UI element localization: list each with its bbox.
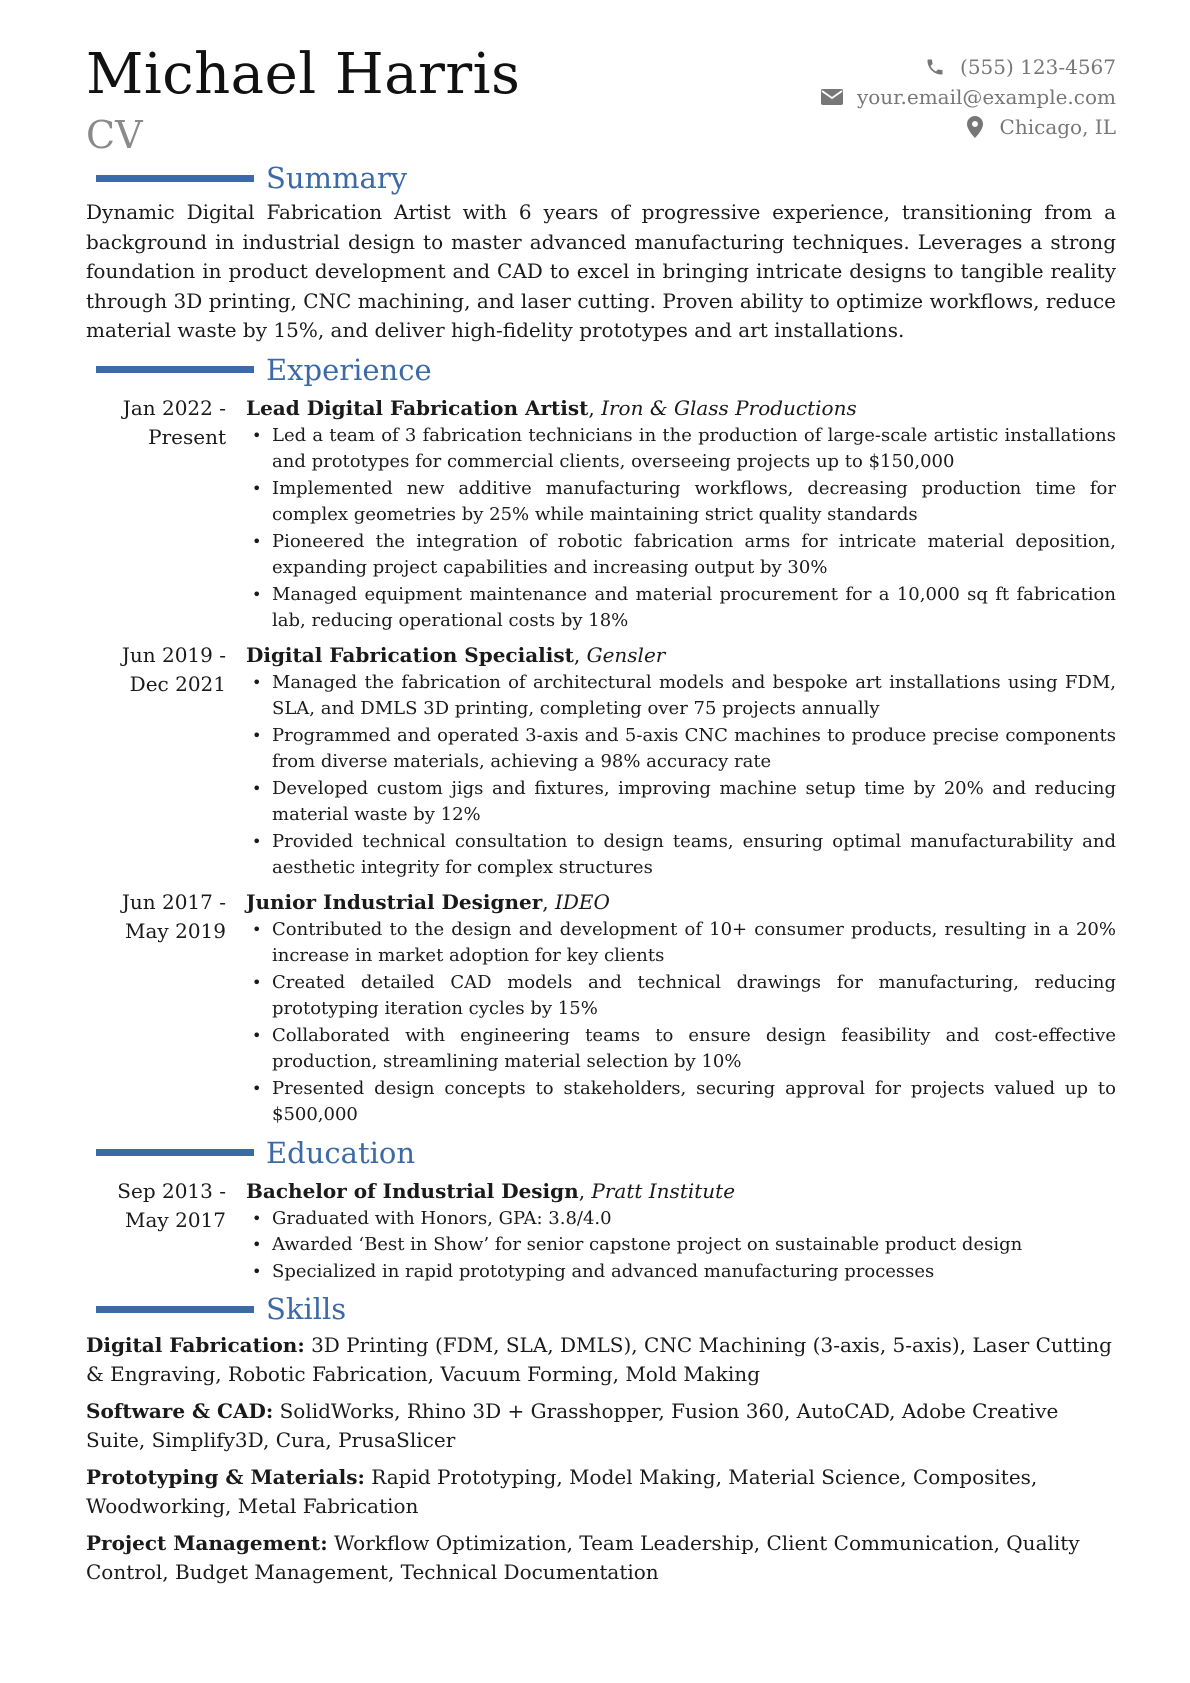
entry-date: Sep 2013 - May 2017 bbox=[117, 1178, 226, 1232]
education-entry bbox=[86, 1177, 1116, 1286]
list-item: • Implemented new additive manufacturing workflows, decreasing production time for complex geometries by 25% while maintaining strict quality standards bbox=[246, 476, 1116, 529]
skills-heading bbox=[86, 1291, 1116, 1327]
cv-page bbox=[86, 40, 1116, 1595]
list-item: • Managed the fabrication of architectural models and bespoke art installations using FDM, SLA, and DMLS 3D printing, completing over 75 projects annually bbox=[246, 670, 1116, 723]
entry-role: Junior Industrial Designer bbox=[246, 889, 543, 914]
entry-organization: Iron & Glass Productions bbox=[601, 395, 857, 420]
person-name: Michael Harris bbox=[86, 42, 521, 107]
entry-date: Jun 2017 - May 2019 bbox=[121, 889, 226, 943]
entry-bullets bbox=[246, 670, 1116, 882]
skill-group bbox=[86, 1331, 1116, 1389]
skill-value: 3D Printing (FDM, SLA, DMLS), CNC Machining (3-axis, 5-axis), Laser Cutting & Engraving, Robotic Fabrication, Vacuum Forming, Mold Making bbox=[86, 1333, 1112, 1386]
education-heading bbox=[86, 1135, 1116, 1171]
summary-text: Dynamic Digital Fabrication Artist with 6 years of progressive experience, transitioning from a background in industrial design to master advanced manufacturing techniques. Leverages a strong foundation in product development and CAD to excel in bringing intricate designs to tangible reality through 3D printing, CNC machining, and laser cutting. Proven ability to optimize workflows, reduce material waste by 15%, and deliver high-fidelity prototypes and art installations. bbox=[86, 200, 1116, 342]
skill-label: Digital Fabrication: bbox=[86, 1333, 305, 1357]
section-title: Skills bbox=[266, 1292, 347, 1326]
entry-organization: IDEO bbox=[555, 889, 610, 914]
skill-value: SolidWorks, Rhino 3D + Grasshopper, Fusion 360, AutoCAD, Adobe Creative Suite, Simplify3D, Cura, PrusaSlicer bbox=[86, 1399, 1059, 1452]
section-accent-bar bbox=[96, 1306, 254, 1313]
entry-role: Digital Fabrication Specialist bbox=[246, 642, 574, 667]
entry-date: Jan 2022 - Present bbox=[122, 395, 226, 449]
list-item: • Developed custom jigs and fixtures, improving machine setup time by 20% and reducing material waste by 12% bbox=[246, 776, 1116, 829]
document-subtitle: CV bbox=[86, 113, 143, 157]
experience-heading bbox=[86, 352, 1116, 388]
list-item: • Managed equipment maintenance and material procurement for a 10,000 sq ft fabrication lab, reducing operational costs by 18% bbox=[246, 582, 1116, 635]
entry-bullets bbox=[246, 917, 1116, 1129]
contact-location bbox=[819, 112, 1116, 142]
experience-entry bbox=[86, 888, 1116, 1129]
skill-group bbox=[86, 1529, 1116, 1587]
phone-icon bbox=[922, 55, 948, 79]
experience-entry bbox=[86, 394, 1116, 635]
list-item: • Awarded ‘Best in Show’ for senior capstone project on sustainable product design bbox=[246, 1232, 1116, 1259]
list-item: • Presented design concepts to stakeholders, securing approval for projects valued up to $500,000 bbox=[246, 1076, 1116, 1129]
cv-header bbox=[86, 40, 1116, 160]
entry-bullets bbox=[246, 1206, 1116, 1286]
list-item: • Led a team of 3 fabrication technicians in the production of large-scale artistic installations and prototypes for commercial clients, overseeing projects up to $150,000 bbox=[246, 423, 1116, 476]
section-title: Experience bbox=[266, 352, 432, 387]
list-item: • Graduated with Honors, GPA: 3.8/4.0 bbox=[246, 1206, 1116, 1233]
contact-phone bbox=[819, 52, 1116, 82]
entry-bullets bbox=[246, 423, 1116, 635]
skill-label: Project Management: bbox=[86, 1531, 328, 1555]
envelope-icon bbox=[819, 85, 845, 109]
skill-label: Software & CAD: bbox=[86, 1399, 274, 1423]
map-pin-icon bbox=[962, 115, 988, 139]
email-address[interactable]: your.email@example.com bbox=[856, 85, 1116, 109]
summary-heading bbox=[86, 160, 1116, 196]
contact-info bbox=[819, 52, 1116, 142]
skill-group bbox=[86, 1463, 1116, 1521]
entry-organization: Gensler bbox=[586, 642, 666, 667]
location-text: Chicago, IL bbox=[999, 115, 1116, 139]
entry-role: Lead Digital Fabrication Artist bbox=[246, 395, 589, 420]
list-item: • Specialized in rapid prototyping and advanced manufacturing processes bbox=[246, 1259, 1116, 1286]
list-item: • Created detailed CAD models and technical drawings for manufacturing, reducing prototyping iteration cycles by 15% bbox=[246, 970, 1116, 1023]
skill-value: Rapid Prototyping, Model Making, Material Science, Composites, Woodworking, Metal Fabrication bbox=[86, 1465, 1038, 1518]
section-title: Summary bbox=[266, 161, 408, 195]
section-accent-bar bbox=[96, 175, 254, 182]
experience-entry bbox=[86, 641, 1116, 882]
section-accent-bar bbox=[96, 366, 254, 373]
entry-title: Lead Digital Fabrication Artist, Iron & Glass Productions bbox=[246, 395, 857, 420]
entry-title: Junior Industrial Designer, IDEO bbox=[246, 889, 610, 914]
skill-label: Prototyping & Materials: bbox=[86, 1465, 365, 1489]
section-accent-bar bbox=[96, 1149, 254, 1156]
list-item: • Pioneered the integration of robotic fabrication arms for intricate material deposition, expanding project capabilities and increasing output by 30% bbox=[246, 529, 1116, 582]
list-item: • Collaborated with engineering teams to ensure design feasibility and cost-effective production, streamlining material selection by 10% bbox=[246, 1023, 1116, 1076]
contact-email bbox=[819, 82, 1116, 112]
entry-title: Digital Fabrication Specialist, Gensler bbox=[246, 642, 666, 667]
section-title: Education bbox=[266, 1135, 416, 1170]
phone-number[interactable]: (555) 123-4567 bbox=[960, 55, 1116, 79]
skill-value: Workflow Optimization, Team Leadership, Client Communication, Quality Control, Budget Management, Technical Documentation bbox=[86, 1531, 1080, 1584]
list-item: • Contributed to the design and development of 10+ consumer products, resulting in a 20% increase in market adoption for key clients bbox=[246, 917, 1116, 970]
entry-institution: Pratt Institute bbox=[591, 1178, 736, 1203]
entry-date: Jun 2019 - Dec 2021 bbox=[121, 642, 226, 696]
entry-title: Bachelor of Industrial Design, Pratt Institute bbox=[246, 1178, 736, 1203]
entry-degree: Bachelor of Industrial Design bbox=[246, 1178, 579, 1203]
skill-group bbox=[86, 1397, 1116, 1455]
list-item: • Provided technical consultation to design teams, ensuring optimal manufacturability and aesthetic integrity for complex structures bbox=[246, 829, 1116, 882]
list-item: • Programmed and operated 3-axis and 5-axis CNC machines to produce precise components from diverse materials, achieving a 98% accuracy rate bbox=[246, 723, 1116, 776]
